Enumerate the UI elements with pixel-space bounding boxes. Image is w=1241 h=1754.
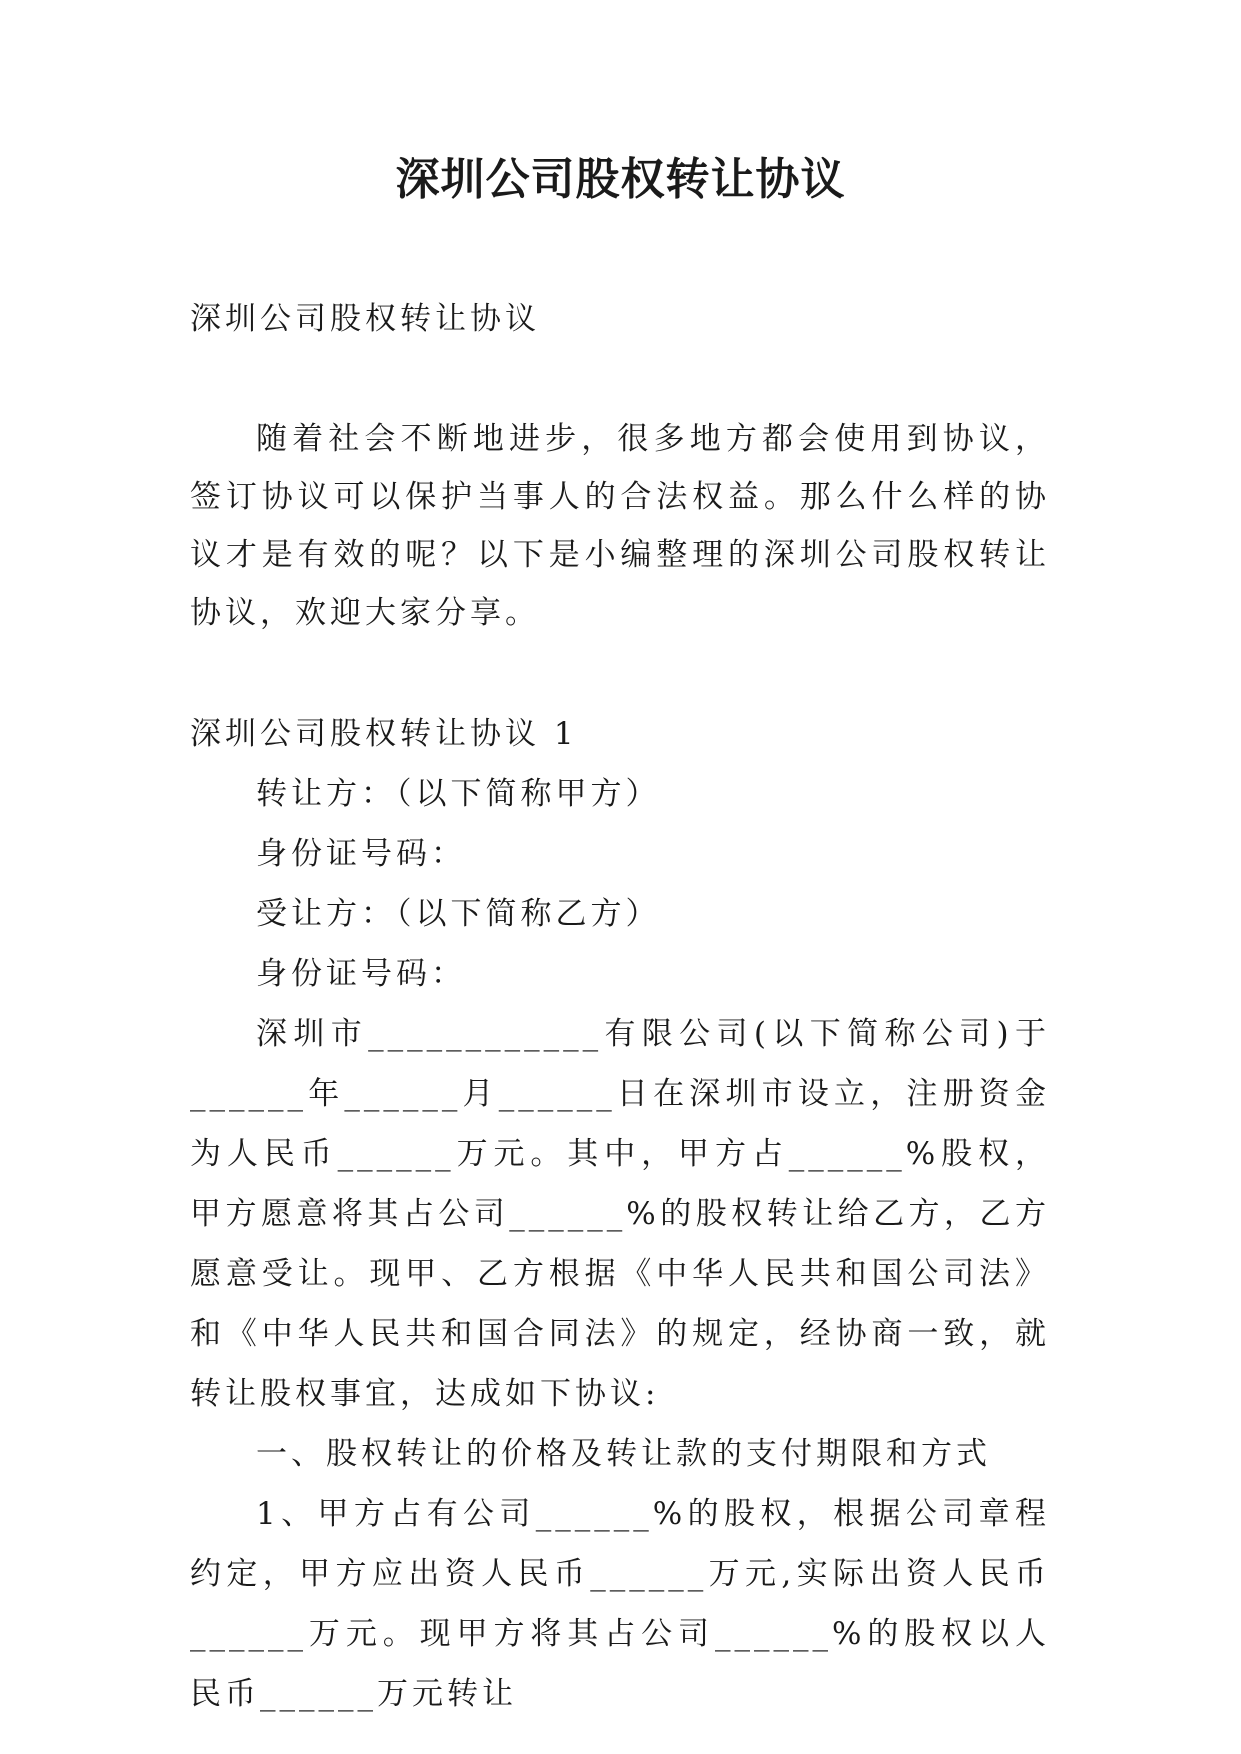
document-subtitle: 深圳公司股权转让协议	[190, 301, 540, 337]
transferee-line: 受让方：（以下简称乙方）	[256, 896, 661, 932]
clause-heading: 一、股权转让的价格及转让款的支付期限和方式	[256, 1436, 991, 1472]
transferor-line: 转让方：（以下简称甲方）	[256, 776, 661, 812]
clause-1-paragraph: 1、甲方占有公司______%的股权，根据公司章程约定，甲方应出资人民币______万元,实际出资人民币______万元。现甲方将其占公司______%的股权以人民币______万元转让	[190, 1496, 1050, 1712]
transferee-id-line: 身份证号码：	[256, 956, 466, 992]
document-title: 深圳公司股权转让协议	[395, 154, 846, 205]
section-title: 深圳公司股权转让协议 1	[190, 716, 578, 752]
transferor-id-line: 身份证号码：	[256, 836, 466, 872]
intro-paragraph: 随着社会不断地进步，很多地方都会使用到协议，签订协议可以保护当事人的合法权益。那么什么样的协议才是有效的呢？以下是小编整理的深圳公司股权转让协议，欢迎大家分享。	[190, 421, 1050, 631]
company-paragraph: 深圳市____________有限公司(以下简称公司)于______年______月______日在深圳市设立，注册资金为人民币______万元。其中，甲方占______%股权，甲方愿意将其占公司______%的股权转让给乙方，乙方愿意受让。现甲、乙方根据《中华人民共和国公司法》和《中华人民共和国合同法》的规定，经协商一致，就转让股权事宜，达成如下协议:	[190, 1016, 1050, 1412]
document-body	[190, 290, 1050, 1724]
